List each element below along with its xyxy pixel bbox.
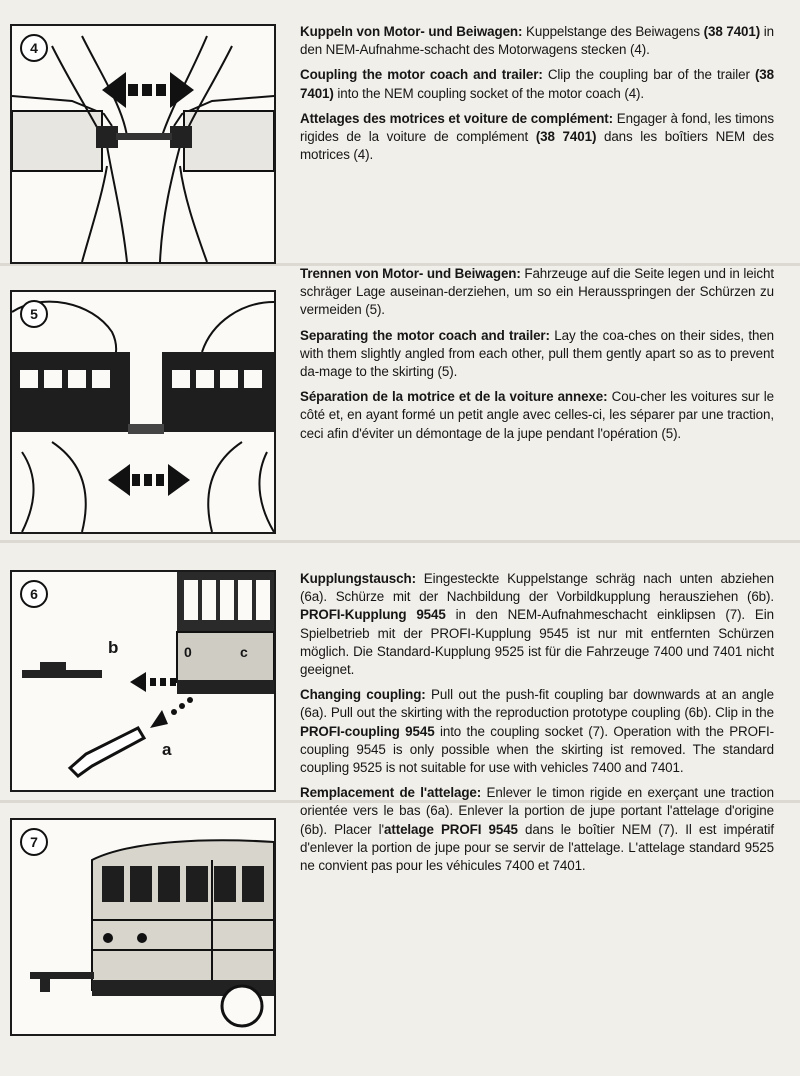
body-text: Clip the coupling bar of the trailer xyxy=(542,67,755,83)
instructions-changing-coupling xyxy=(300,570,774,882)
step-number: 7 xyxy=(20,828,48,856)
heading: Attelages des motrices et voiture de complément: xyxy=(300,110,614,126)
body-text: dans le boîtier NEM (7). Il est impératif d'enlever la portion de jupe pour se servir de l'attelage. L'attelage standard 9525 ne convient pas pour les véhicules 7400 et 7401. xyxy=(300,821,774,874)
heading: Separating the motor coach and trailer: xyxy=(300,327,550,343)
instructions-coupling xyxy=(300,23,774,171)
part-label-b: b xyxy=(108,638,119,657)
separating-coaches-drawing xyxy=(12,292,274,532)
body-text: Pull out the push-fit coupling bar downwards at an angle (6a). Pull out the skirting with the reproduction prototype coupling (6b). Clip in the xyxy=(300,687,774,721)
body-text: into the coupling socket (7). Operation with the PROFI-coupling 9545 is only possible when the skirting ist removed. The standard coupling 9525 is not suitable for use with vehicles 7400 and 7401. xyxy=(300,723,774,776)
heading: Trennen von Motor- und Beiwagen: xyxy=(300,266,521,281)
illustration-step-6 xyxy=(10,570,276,792)
body-text: into the NEM coupling socket of the motor coach (4). xyxy=(333,85,645,101)
paragraph-en-coupling xyxy=(300,66,774,102)
body-text: Engager à fond, les timons rigides de la voiture de complément xyxy=(300,110,774,145)
step-number: 5 xyxy=(20,300,48,328)
paragraph-fr-changing xyxy=(300,784,774,875)
body-text: in den NEM-Aufnahme-schacht des Motorwagens stecken (4). xyxy=(300,24,774,58)
part-label-a: a xyxy=(162,740,172,759)
heading: Coupling the motor coach and trailer: xyxy=(300,67,543,83)
paragraph-de-coupling xyxy=(300,23,774,59)
paragraph-de-separating xyxy=(300,265,774,320)
part-label-d: 0 xyxy=(184,644,192,660)
heading: Séparation de la motrice et de la voiture annexe: xyxy=(300,389,608,405)
changing-coupling-drawing xyxy=(12,572,274,790)
step-number: 4 xyxy=(20,34,48,62)
heading: Remplacement de l'attelage: xyxy=(300,785,482,801)
heading: Changing coupling: xyxy=(300,687,426,703)
body-text: Kuppelstange des Beiwagens xyxy=(522,24,704,39)
paragraph-en-separating xyxy=(300,327,774,382)
body-text: in den NEM-Aufnahmeschacht einklipsen (7). Ein Spielbetrieb mit der PROFI-Kupplung 9545 ist nur mit entfernten Schürzen möglich. Die Standard-Kupplung 9525 ist für die Fahrzeuge 7400 und 7401 nicht geeignet. xyxy=(300,607,774,678)
product-name: attelage PROFI 9545 xyxy=(384,821,518,837)
paper-fold xyxy=(0,540,800,543)
profi-coupling-drawing xyxy=(12,820,274,1034)
step-number: 6 xyxy=(20,580,48,608)
body-text: Fahrzeuge auf die Seite legen und in leicht schräger Lage auseinan-derziehen, um so ein Herausspringen der Schürzen zu vermeiden (5). xyxy=(300,266,774,318)
body-text: Eingesteckte Kuppelstange schräg nach unten abziehen (6a). Schürze mit der Nachbildung der Vorbildkupplung herausziehen (6b). xyxy=(300,571,774,605)
part-code: (38 7401) xyxy=(300,67,774,101)
heading: Kuppeln von Motor- und Beiwagen: xyxy=(300,24,523,39)
illustration-step-5 xyxy=(10,290,276,534)
paragraph-en-changing xyxy=(300,686,774,777)
instructions-separating xyxy=(300,265,774,450)
body-text: Lay the coa-ches on their sides, then with them slightly angled from each other, pull them gently apart so as to prevent da-mage to the skirting (5). xyxy=(300,327,774,380)
direction-arrow-icon xyxy=(130,672,176,692)
illustration-step-7 xyxy=(10,818,276,1036)
product-name: PROFI-Kupplung 9545 xyxy=(300,607,446,623)
direction-arrow-icon xyxy=(150,697,193,728)
part-label-c: c xyxy=(240,644,248,660)
product-name: PROFI-coupling 9545 xyxy=(300,723,435,739)
part-code: (38 7401) xyxy=(703,24,761,39)
hands-coupling-drawing xyxy=(12,26,274,262)
body-text: dans les boîtiers NEM des motrices (4). xyxy=(300,129,774,163)
paragraph-fr-coupling xyxy=(300,110,774,165)
paragraph-fr-separating xyxy=(300,388,774,443)
pull-arrow-icon xyxy=(108,464,190,496)
part-code: (38 7401) xyxy=(535,129,597,145)
body-text: Cou-cher les voitures sur le côté et, en ayant formé un petit angle avec celles-ci, les séparer par une traction, ceci afin d'éviter un démontage de la jupe pendant l'opération (5). xyxy=(300,389,774,441)
body-text: Enlever le timon rigide en exerçant une traction orientée vers le bas (6a). Enlever la portion de jupe portant l'attelage d'origine (6b). Placer l' xyxy=(300,785,774,837)
paragraph-de-changing xyxy=(300,570,774,679)
illustration-step-4 xyxy=(10,24,276,264)
heading: Kupplungstausch: xyxy=(300,571,416,586)
